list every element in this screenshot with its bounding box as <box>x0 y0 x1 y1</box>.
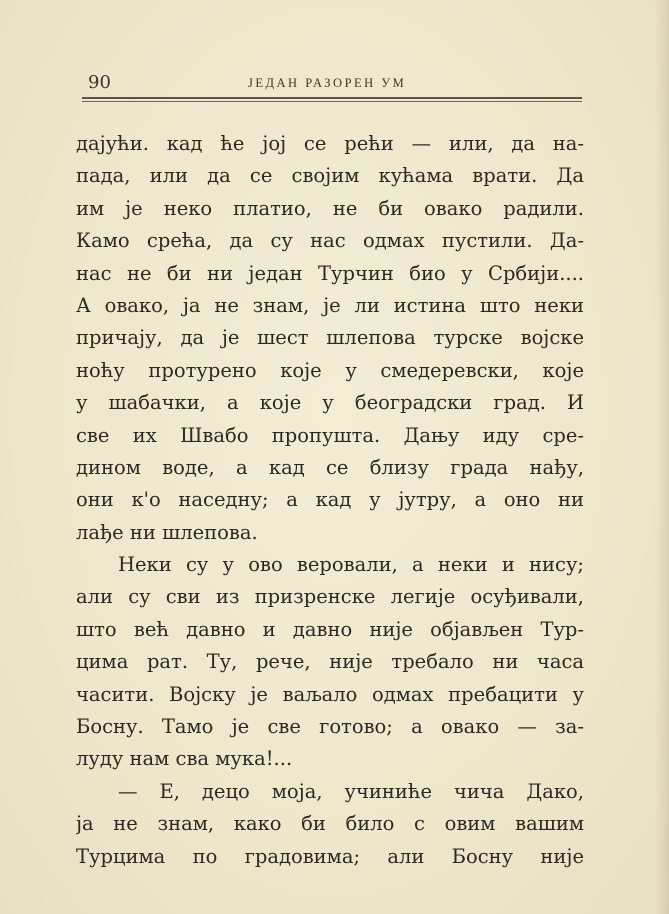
header-rule-thick <box>82 97 582 99</box>
header-rule-thin <box>82 101 582 102</box>
text-line: све их Швабо пропушта. Дању иду сре- <box>76 423 584 447</box>
text-line: што већ давно и давно није објављен Тур- <box>76 617 584 641</box>
page-header <box>88 72 582 96</box>
running-title: ЈЕДАН РАЗОРЕН УМ <box>248 76 407 90</box>
text-line: часити. Војску је ваљало одмах пребацити у <box>76 682 584 706</box>
text-line: цима рат. Ту, рече, није требало ни часа <box>76 650 584 674</box>
text-line: А овако, ја не знам, је ли истина што неки <box>76 293 584 317</box>
text-line: Неки су у ово веровали, а неки и нису; <box>118 553 584 577</box>
text-line: им је неко платио, не би овако радили. <box>76 196 584 220</box>
page-edge-shadow <box>655 0 669 914</box>
text-line: у шабачки, а које у београдски град. И <box>76 391 584 415</box>
text-line: али су сви из призренске легије осуђивали, <box>76 585 584 609</box>
text-line: причају, да је шест шлепова турске војске <box>76 326 584 350</box>
text-line: лађе ни шлепова. <box>76 520 258 544</box>
text-line: — Е, децо моја, учиниће чича Дако, <box>118 779 584 803</box>
text-line: дином воде, а кад се близу града нађу, <box>76 455 584 479</box>
page-number: 90 <box>88 72 111 93</box>
text-line: дајући. кад ће јој се рећи — или, да на- <box>76 132 584 155</box>
text-line: они к'о наседну; а кад у јутру, а оно ни <box>76 488 584 512</box>
text-line: Камо срећа, да су нас одмах пустили. Да- <box>76 229 584 253</box>
text-line: Турцима по градовима; али Босну није <box>76 844 584 868</box>
text-line: Босну. Тамо је све готово; а овако — за- <box>76 715 584 739</box>
text-line: луду нам сва мука!... <box>76 747 293 771</box>
text-line: нас не би ни један Турчин био у Србији.... <box>76 261 584 285</box>
body-text <box>76 128 584 873</box>
text-line: ноћу протурено које у смедеревски, које <box>76 358 584 382</box>
text-line: пада, или да се својим кућама врати. Да <box>76 164 584 188</box>
text-line: ја не знам, како би било с овим вашим <box>76 812 584 836</box>
